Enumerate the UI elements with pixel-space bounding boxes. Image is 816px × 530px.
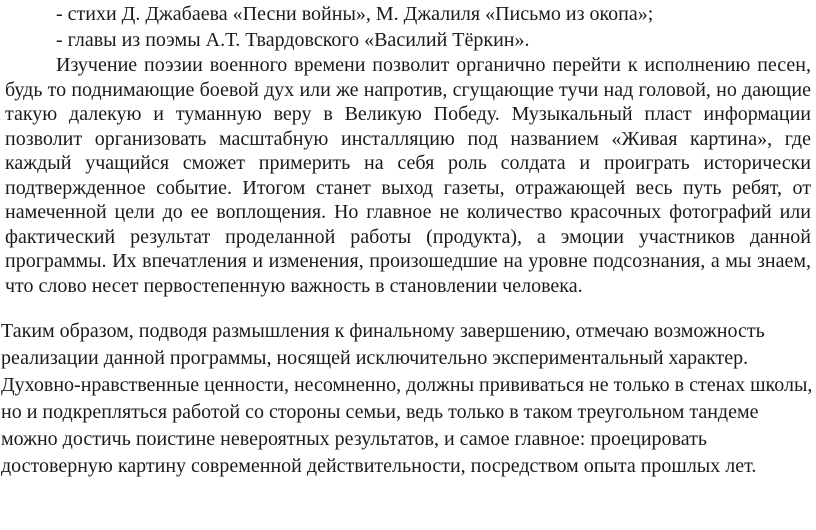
list-item-poems-jabaev-jalil: - стихи Д. Джабаева «Песни войны», М. Джалиля «Письмо из окопа»; [56, 3, 654, 25]
list-item-tvardovsky-chapters: - главы из поэмы А.Т. Твардовского «Василий Тёркин». [56, 29, 530, 51]
paragraph-conclusion: Таким образом, подводя размышления к финальному завершению, отмечаю возможность реализации данной программы, носящей исключительно экспериментальный характер. Духовно-нравственные ценности, несомненно, должны прививаться не только в стенах школы, но и подкрепляться работой со стороны семьи, ведь только в таком треугольном тандеме можно достичь поистине невероятных результатов, и самое главное: проецировать достоверную картину современной действительности, посредством опыта прошлых лет. [1, 320, 813, 477]
paragraph-war-poetry-study: Изучение поэзии военного времени позволит органично перейти к исполнению песен, будь то поднимающие боевой дух или же напротив, сгущающие тучи над головой, но дающие такую далекую и туманную веру в Великую Победу. Музыкальный пласт информации позволит организовать масштабную инсталляцию под названием «Живая картина», где каждый учащийся сможет примерить на себя роль солдата и проиграть исторически подтвержденное событие. Итогом станет выход газеты, отражающей весь путь ребят, от намеченной цели до ее воплощения. Но главное не количество красочных фотографий или фактический результат проделанной работы (продукта), а эмоции участников данной программы. Их впечатления и изменения, произошедшие на уровне подсознания, а мы знаем, что слово несет первостепенную важность в становлении человека. [5, 54, 811, 297]
